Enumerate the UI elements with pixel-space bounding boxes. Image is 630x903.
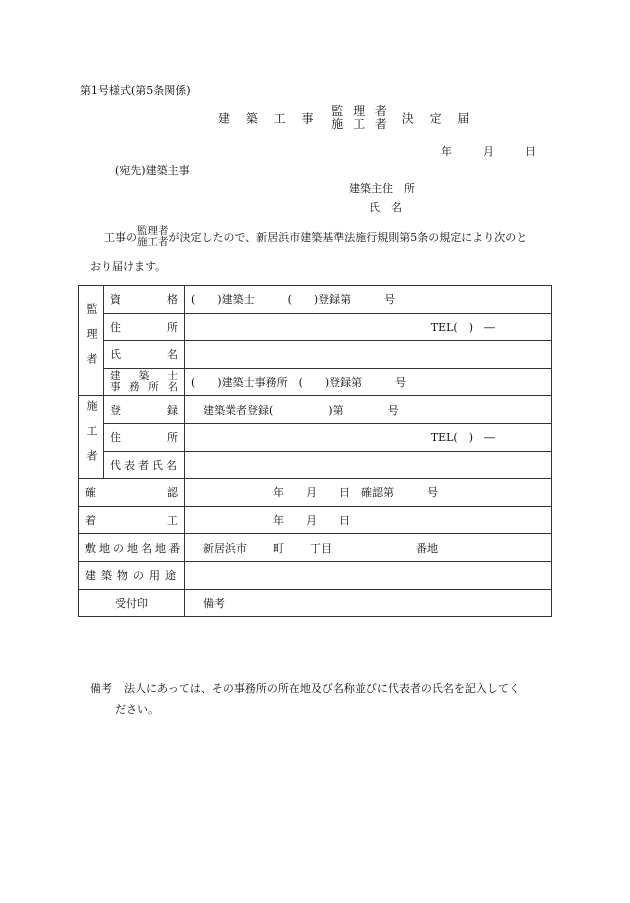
form-title <box>218 105 475 131</box>
body-stack <box>137 226 169 248</box>
table-row <box>79 589 552 617</box>
remark-label: 備考 <box>90 682 112 695</box>
form-table <box>78 285 552 617</box>
table-row <box>79 534 552 562</box>
owner-name-label: 氏 名 <box>369 201 402 214</box>
table-row <box>79 341 552 369</box>
title-suffix: 決 定 届 <box>401 111 476 126</box>
office-name-field[interactable]: ( )建築士事務所 ( )登録第 号 <box>185 368 552 396</box>
body-stack-top: 監理者 <box>137 225 169 237</box>
start-label: 着 工 <box>79 506 185 534</box>
supervisor-name-label: 氏 名 <box>104 341 185 369</box>
body-prefix: 工事の <box>104 231 137 244</box>
representative-label: 代表者氏名 <box>104 451 185 479</box>
date-year: 年 <box>441 145 452 158</box>
table-row <box>79 286 552 314</box>
table-row <box>79 451 552 479</box>
start-field[interactable]: 年 月 日 <box>185 506 552 534</box>
body-paragraph-line1 <box>104 226 527 248</box>
supervisor-group-label: 監理者 <box>79 286 104 396</box>
title-stack <box>331 105 390 131</box>
qualification-field[interactable]: ( )建築士 ( )登録第 号 <box>185 286 552 314</box>
representative-field[interactable] <box>185 451 552 479</box>
date-month: 月 <box>483 145 494 158</box>
form-number: 第1号様式(第5条関係) <box>80 84 191 97</box>
remark-text: 法人にあっては、その事務所の所在地及び名称並びに代表者の氏名を記入してく <box>124 682 520 695</box>
registration-label: 登 録 <box>104 396 185 424</box>
addressee: (宛先)建築主事 <box>115 164 190 177</box>
supervisor-name-field[interactable] <box>185 341 552 369</box>
receipt-stamp-label: 受付印 <box>79 589 185 617</box>
table-row <box>79 368 552 396</box>
title-stack-top: 監 理 者 <box>331 104 390 118</box>
date-day: 日 <box>525 145 536 158</box>
remark-line2: ださい。 <box>115 703 159 716</box>
contractor-group-label: 施工者 <box>79 396 104 479</box>
owner-address-label: 建築主住 所 <box>349 182 415 195</box>
supervisor-address-field[interactable] <box>185 313 552 341</box>
table-row <box>79 479 552 507</box>
contractor-address-label: 住 所 <box>104 423 185 451</box>
title-stack-bottom: 施 工 者 <box>331 117 390 131</box>
confirmation-field[interactable]: 年 月 日 確認第 号 <box>185 479 552 507</box>
contractor-tel: TEL( ) ― <box>430 431 495 445</box>
site-label: 敷地の地名地番 <box>79 534 185 562</box>
use-label: 建築物の用途 <box>79 561 185 589</box>
body-paragraph-line2: おり届けます。 <box>90 260 167 273</box>
date-line <box>441 143 536 159</box>
table-row <box>79 396 552 424</box>
use-field[interactable] <box>185 561 552 589</box>
confirmation-label: 確 認 <box>79 479 185 507</box>
title-prefix: 建 築 工 事 <box>218 111 320 126</box>
supervisor-address-label: 住 所 <box>104 313 185 341</box>
site-field[interactable]: 新居浜市 町 丁目 番地 <box>185 534 552 562</box>
office-name-label: 建 築 士 事 務 所 名 <box>104 368 185 396</box>
remark-line1 <box>90 680 520 696</box>
notes-field[interactable]: 備考 <box>185 589 552 617</box>
body-suffix: が決定したので、新居浜市建築基準法施行規則第5条の規定により次のと <box>168 231 528 244</box>
body-stack-bottom: 施工者 <box>137 236 169 248</box>
table-row <box>79 561 552 589</box>
table-row <box>79 423 552 451</box>
table-row <box>79 506 552 534</box>
qualification-label: 資 格 <box>104 286 185 314</box>
contractor-address-field[interactable] <box>185 423 552 451</box>
registration-field[interactable]: 建築業者登録( )第 号 <box>185 396 552 424</box>
table-row <box>79 313 552 341</box>
supervisor-tel: TEL( ) ― <box>430 320 495 334</box>
